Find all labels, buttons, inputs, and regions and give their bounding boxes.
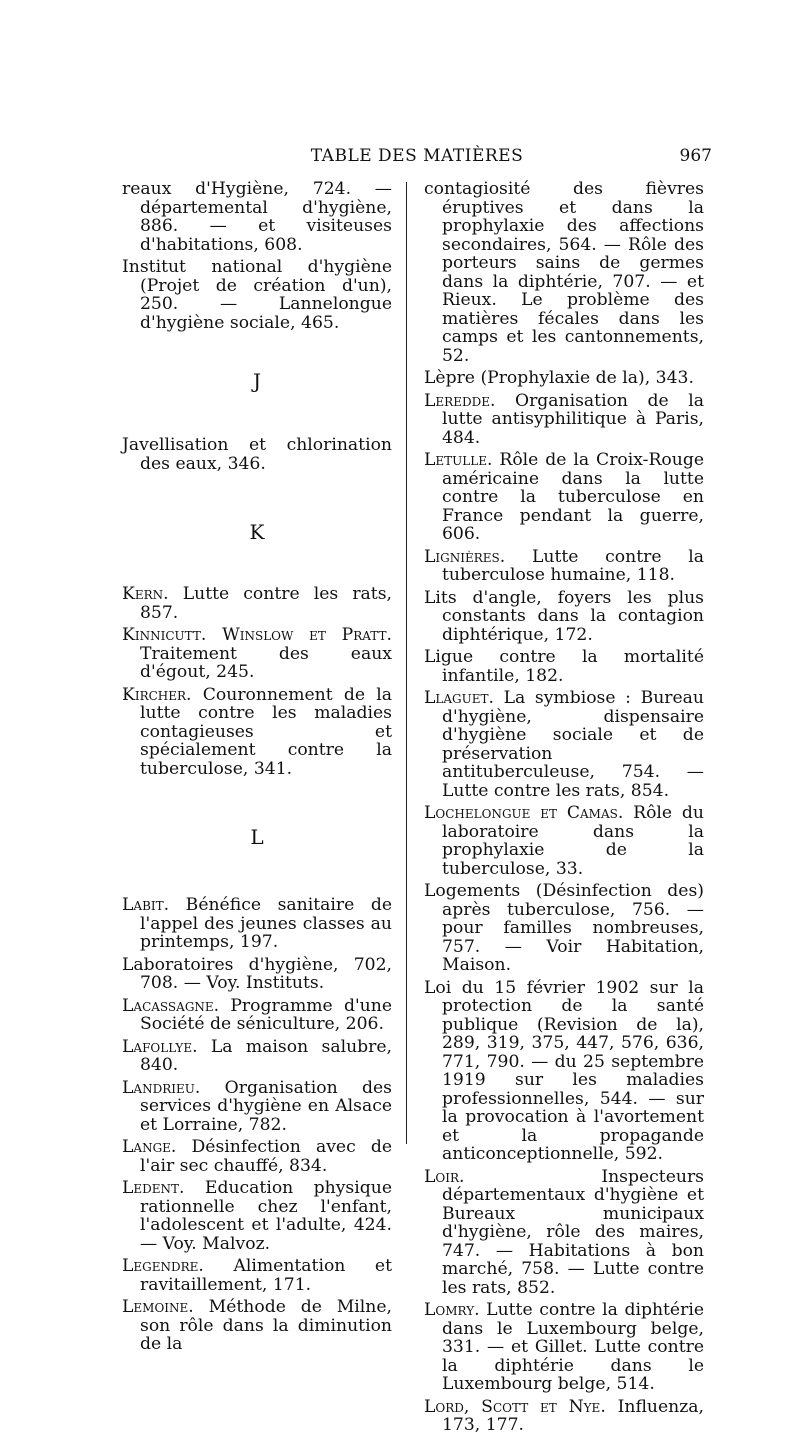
entry-author: Kinnicutt. Winslow et Pratt.	[122, 625, 392, 645]
index-entry	[424, 1168, 704, 1298]
entry-author: Lomry.	[424, 1300, 480, 1320]
entry-text: Programme d'une Société de séniculture, 206.	[140, 995, 392, 1034]
page-header	[122, 146, 712, 170]
entry-text: Organisation de la lutte antisyphilitique à Paris, 484.	[442, 390, 704, 448]
index-entry	[122, 997, 392, 1034]
index-entry	[122, 1298, 392, 1354]
index-entry	[122, 180, 392, 254]
entry-text: Loi du 15 février 1902 sur la protection de la santé publique (Revision de la), 289, 319, 375, 447, 576, 636, 771, 790. — du 25 septembre 1919 sur les maladies professionnelles, 544. — sur la provocation à l'avortement et la propagande anticonceptionnelle, 592.	[424, 977, 704, 1164]
entry-text: Bénéfice sanitaire de l'appel des jeunes classes au printemps, 197.	[140, 895, 392, 952]
entry-text: Couronnement de la lutte contre les maladies contagieuses et spécialement contre la tuberculose, 341.	[140, 684, 392, 779]
entry-text: Laboratoires d'hygiène, 702, 708. — Voy. Instituts.	[122, 954, 392, 993]
index-entry	[424, 451, 704, 544]
entry-author: Ledent.	[122, 1178, 185, 1198]
entry-text: Education physique rationnelle chez l'enfant, l'adolescent et l'adulte, 424. — Voy. Malvoz.	[140, 1178, 392, 1254]
entry-author: Kern.	[122, 584, 169, 604]
entry-text: La symbiose : Bureau d'hygiène, dispensaire d'hygiène sociale et de préservation antituberculeuse, 754. — Lutte contre les rats, 854.	[442, 688, 704, 801]
entry-author: Llaguet.	[424, 688, 494, 708]
index-entry	[424, 369, 704, 388]
section-letter-k: K	[249, 520, 265, 544]
entry-text: Inspecteurs départementaux d'hygiène et Bureaux municipaux d'hygiène, rôle des maires, 747. — Habitations à bon marché, 758. — Lutte contre les rats, 852.	[442, 1166, 704, 1298]
right-column	[424, 180, 704, 1439]
index-block	[122, 180, 392, 332]
entry-author: Loir.	[424, 1166, 465, 1187]
index-entry	[122, 258, 392, 332]
index-entry	[424, 804, 704, 878]
index-entry	[424, 180, 704, 365]
index-entry	[122, 1179, 392, 1253]
entry-text: Lutte contre les rats, 857.	[140, 584, 392, 623]
index-block	[424, 180, 704, 1435]
index-entry	[424, 689, 704, 800]
entry-author: Landrieu.	[122, 1077, 201, 1098]
index-entry	[424, 548, 704, 585]
entry-text: Lutte contre la diphtérie dans le Luxembourg belge, 331. — et Gillet. Lutte contre la diphtérie dans le Luxembourg belge, 514.	[442, 1300, 704, 1394]
index-entry	[424, 1398, 704, 1435]
entry-author: Lacassagne.	[122, 995, 220, 1016]
entry-text: Institut national d'hygiène (Projet de création d'un), 250. — Lannelongue d'hygiène sociale, 465.	[122, 257, 392, 333]
index-block	[122, 896, 392, 1354]
entry-text: Organisation des services d'hygiène en Alsace et Lorraine, 782.	[140, 1077, 392, 1135]
index-entry	[122, 1079, 392, 1135]
entry-text: Lutte contre la tuberculose humaine, 118.	[442, 546, 704, 585]
entry-text: contagiosité des fièvres éruptives et dans la prophylaxie des affections secondaires, 564. — Rôle des porteurs sains de germes dans la diphtérie, 707. — et Rieux. Le problème des matières fécales dans les camps et les cantonnements, 52.	[424, 179, 704, 366]
column-divider	[406, 182, 407, 1144]
entry-text: Rôle de la Croix-Rouge américaine dans la lutte contre la tuberculose en France pendant la guerre, 606.	[442, 450, 704, 544]
index-entry	[122, 585, 392, 622]
index-entry	[122, 686, 392, 779]
entry-author: Lange.	[122, 1137, 177, 1157]
index-block	[122, 585, 392, 778]
entry-author: Lochelongue et Camas.	[424, 803, 624, 823]
running-title: TABLE DES MATIÈRES	[310, 146, 524, 166]
index-entry	[122, 1138, 392, 1175]
entry-author: Leredde.	[424, 390, 496, 411]
section-letter-l: L	[250, 825, 264, 849]
index-block	[122, 436, 392, 473]
entry-text: Méthode de Milne, son rôle dans la diminution de la	[140, 1297, 392, 1354]
entry-author: Kircher.	[122, 684, 192, 705]
index-entry	[424, 648, 704, 685]
left-column	[122, 180, 392, 1358]
index-entry	[122, 1038, 392, 1075]
index-entry	[122, 626, 392, 682]
entry-text: Rôle du laboratoire dans la prophylaxie de la tuberculose, 33.	[442, 803, 704, 879]
entry-author: Labit.	[122, 895, 170, 915]
entry-author: Letulle.	[424, 450, 493, 470]
entry-author: Lafollye.	[122, 1036, 198, 1057]
entry-author: Lemoine.	[122, 1297, 194, 1317]
entry-text: Traitement des eaux d'égout, 245.	[140, 643, 392, 682]
index-entry	[122, 956, 392, 993]
section-letter-j: J	[252, 369, 262, 393]
index-entry	[122, 896, 392, 952]
index-entry	[424, 589, 704, 645]
entry-text: Lèpre (Prophylaxie de la), 343.	[424, 368, 694, 388]
index-entry	[424, 979, 704, 1164]
page-number: 967	[679, 146, 712, 166]
entry-text: reaux d'Hygiène, 724. — départemental d'hygiène, 886. — et visiteuses d'habitations, 608.	[122, 179, 392, 255]
index-entry	[424, 1301, 704, 1394]
index-entry	[122, 1257, 392, 1294]
entry-author: Lignières.	[424, 546, 506, 567]
entry-author: Legendre.	[122, 1256, 204, 1276]
entry-text: Logements (Désinfection des) après tuberculose, 756. — pour familles nombreuses, 757. — Voir Habitation, Maison.	[424, 881, 704, 975]
index-entry	[424, 392, 704, 448]
entry-text: Désinfection avec de l'air sec chauffé, 834.	[140, 1137, 392, 1176]
entry-text: Influenza, 173, 177.	[442, 1396, 704, 1435]
entry-text: Ligue contre la mortalité infantile, 182.	[424, 647, 704, 686]
entry-text: Lits d'angle, foyers les plus constants dans la contagion diphtérique, 172.	[424, 587, 704, 645]
index-entry	[122, 436, 392, 473]
entry-text: La maison salubre, 840.	[140, 1036, 392, 1075]
index-entry	[424, 882, 704, 975]
entry-text: Javellisation et chlorination des eaux, 346.	[122, 435, 392, 474]
entry-text: Alimentation et ravitaillement, 171.	[140, 1256, 392, 1295]
entry-author: Lord, Scott et Nye.	[424, 1396, 606, 1417]
